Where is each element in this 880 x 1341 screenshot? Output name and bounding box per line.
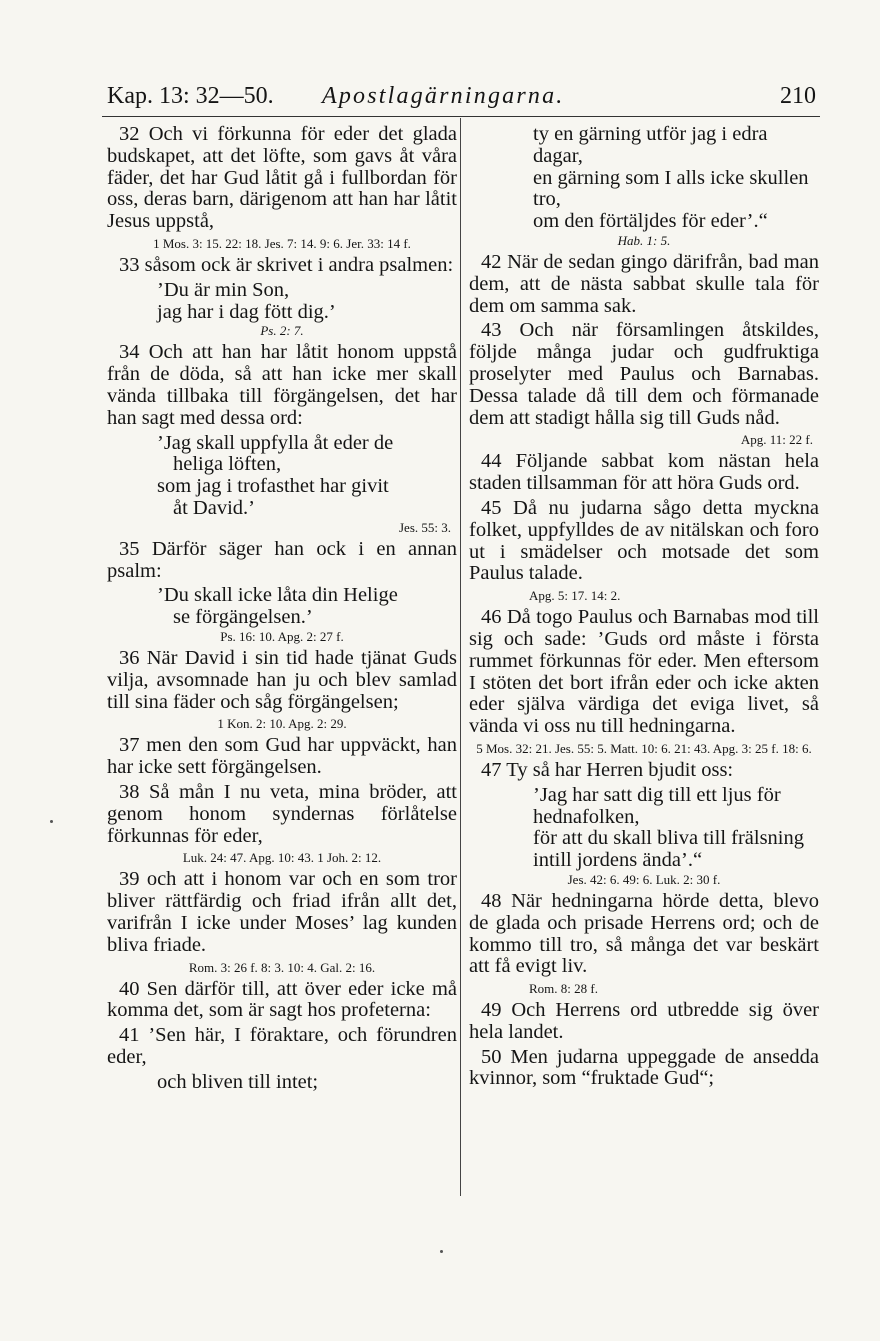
cross-reference: Luk. 24: 47. Apg. 10: 43. 1 Joh. 2: 12. <box>182 850 382 866</box>
verse-paragraph: 43 Och när församlingen åtskildes, följde många judar och gudfruktiga proselyter med Paulus och Barnabas. Dessa talade då till dem och förmanade dem att stadigt hålla sig till Guds nåd. <box>469 319 819 429</box>
verse-paragraph: 50 Men judarna uppeggade de ansedda kvinnor, som “fruktade Gud“; <box>469 1045 819 1090</box>
verse-paragraph: 36 När David i sin tid hade tjänat Guds vilja, avsomnade han ju och blev samlad till sina fäder och såg förgängelsen; <box>107 646 457 713</box>
cross-reference: Apg. 5: 17. 14: 2. <box>529 588 621 604</box>
right-column <box>469 124 819 1093</box>
page-number: 210 <box>780 83 816 109</box>
verse-paragraph: 32 Och vi förkunna för eder det glada budskapet, att det löfte, som gavs åt våra fäder, det har Gud låtit gå i fullbordan för oss, deras barn, därigenom att han har låtit Jesus uppstå, <box>107 123 457 233</box>
verse-paragraph: 33 såsom ock är skrivet i andra psalmen: <box>119 253 454 276</box>
left-column <box>107 124 457 1093</box>
verse-paragraph: 40 Sen därför till, att över eder icke må komma det, som är sagt hos profeterna: <box>107 977 457 1022</box>
cross-reference: 1 Kon. 2: 10. Apg. 2: 29. <box>217 716 347 732</box>
column-divider <box>460 118 461 1196</box>
quote-line: som jag i trofasthet har givit <box>157 475 389 498</box>
quote-line: för att du skall bliva till frälsning intill jordens ända’.“ <box>533 827 805 872</box>
cross-reference: Jes. 42: 6. 49: 6. Luk. 2: 30 f. <box>567 871 721 887</box>
quote-line: om den förtäljdes för eder’.“ <box>533 210 768 233</box>
verse-paragraph: 34 Och att han har låtit honom uppstå från de döda, så att han icke mer skall vända tillbaka till förgängelsen, det har han sagt med dessa ord: <box>107 341 457 429</box>
verse-paragraph: 38 Så mån I nu veta, mina bröder, att genom honom syndernas förlåtelse förkunnas för eder, <box>107 780 457 847</box>
verse-paragraph: 46 Då togo Paulus och Barnabas mod till sig och sade: ’Guds ord måste i första rummet förkunnas för eder. Men eftersom I stöten det bort ifrån eder och icke akten eder själva värdiga det eviga livet, så vända vi oss nu till hedningarna. <box>469 606 819 738</box>
quote-line: jag har i dag fött dig.’ <box>157 300 336 323</box>
quote-line: åt David.’ <box>173 496 255 519</box>
chapter-reference: Kap. 13: 32—50. <box>107 83 274 109</box>
verse-paragraph: 39 och att i honom var och en som tror bliver rättfärdig och friad ifrån allt det, varifrån I icke under Moses’ lag kunden bliva friade. <box>107 868 457 956</box>
quote-line: ty en gärning utför jag i edra dagar, <box>533 123 768 167</box>
quote-line: ’Jag skall uppfylla åt eder de <box>157 431 394 454</box>
quote-line: ’Jag har satt dig till ett ljus för hednafolken, <box>533 783 781 828</box>
verse-paragraph: 42 När de sedan gingo därifrån, bad man dem, att de nästa sabbat skulle tala för dem om samma sak. <box>469 250 819 317</box>
cross-reference: Apg. 11: 22 f. <box>740 432 813 448</box>
quote-line: och bliven till intet; <box>157 1070 319 1093</box>
quote-line: heliga löften, <box>173 453 282 476</box>
margin-speck <box>440 1250 443 1253</box>
verse-paragraph: 35 Därför säger han ock i en annan psalm: <box>107 537 457 582</box>
verse-paragraph: 37 men den som Gud har uppväckt, han har icke sett förgängelsen. <box>107 734 457 779</box>
verse-paragraph: 44 Följande sabbat kom nästan hela staden tillsamman för att höra Guds ord. <box>469 450 819 495</box>
verse-paragraph: 49 Och Herrens ord utbredde sig över hela landet. <box>469 999 819 1043</box>
cross-reference: Rom. 8: 28 f. <box>529 981 598 997</box>
cross-reference: 5 Mos. 32: 21. Jes. 55: 5. Matt. 10: 6. 21: 43. Apg. 3: 25 f. 18: 6. <box>476 740 812 756</box>
cross-reference: Rom. 3: 26 f. 8: 3. 10: 4. Gal. 2: 16. <box>188 959 376 975</box>
quote-line: se förgängelsen.’ <box>173 606 313 629</box>
cross-reference: Hab. 1: 5. <box>617 232 671 248</box>
book-title: Apostlagärningarna. <box>322 83 565 109</box>
margin-speck <box>50 820 53 823</box>
cross-reference: Ps. 16: 10. Apg. 2: 27 f. <box>220 628 344 644</box>
cross-reference: Jes. 55: 3. <box>399 519 451 535</box>
verse-paragraph: 48 När hedningarna hörde detta, blevo de glada och prisade Herrens ord; och de kommo till tro, så många det var beskärt att få evigt liv. <box>469 889 819 978</box>
quote-line: en gärning som I alls icke skullen tro, <box>533 166 809 211</box>
verse-paragraph: 45 Då nu judarna sågo detta myckna folket, uppfylldes de av nitälskan och foro ut i smädelser och motsade det som Paulus talade. <box>469 496 819 585</box>
quote-line: ’Du är min Son, <box>157 278 290 301</box>
header-rule <box>102 116 820 117</box>
verse-paragraph: 41 ’Sen här, I föraktare, och förundren eder, <box>107 1024 457 1068</box>
cross-reference: 1 Mos. 3: 15. 22: 18. Jes. 7: 14. 9: 6. Jer. 33: 14 f. <box>153 235 411 251</box>
cross-reference: Ps. 2: 7. <box>260 323 304 339</box>
verse-paragraph: 47 Ty så har Herren bjudit oss: <box>481 758 734 781</box>
quote-line: ’Du skall icke låta din Helige <box>157 584 398 607</box>
